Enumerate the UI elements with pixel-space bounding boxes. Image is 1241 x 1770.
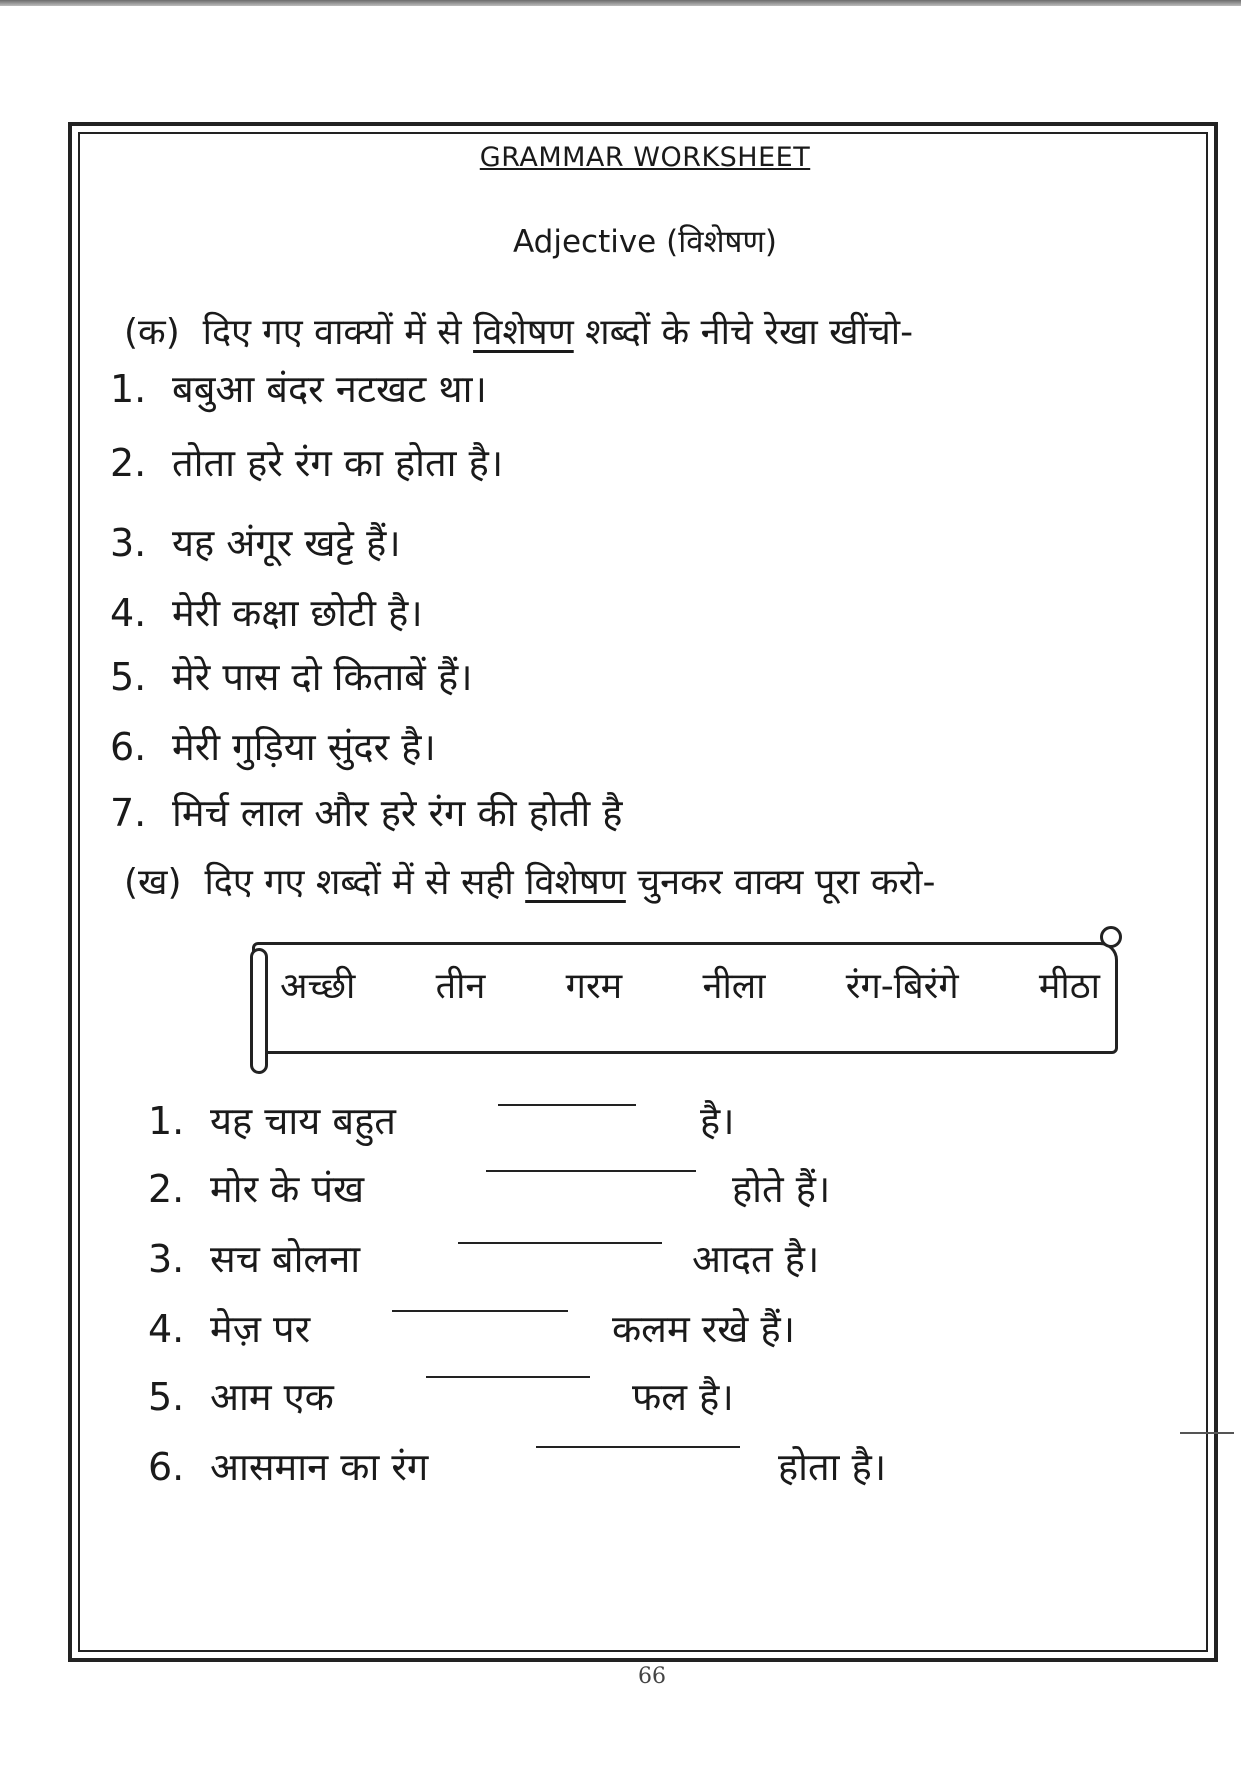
section-a-label: (क) xyxy=(124,312,180,353)
fill-text-after: होते हैं। xyxy=(732,1167,831,1211)
answer-blank[interactable] xyxy=(458,1238,662,1244)
fill-number: 2. xyxy=(148,1167,185,1211)
scroll-curl-right xyxy=(1100,926,1122,948)
sentence-number: 2. xyxy=(110,441,147,485)
worksheet-subtitle: Adjective (विशेषण) xyxy=(513,224,777,260)
section-b-label: (ख) xyxy=(124,862,182,903)
fill-text-before: आम एक xyxy=(210,1375,334,1419)
section-a-sentence xyxy=(110,650,473,702)
section-a-sentence xyxy=(110,436,503,488)
answer-blank[interactable] xyxy=(536,1442,740,1448)
fill-text-before: मोर के पंख xyxy=(210,1167,365,1211)
scroll-curl-left xyxy=(250,948,268,1074)
fill-sentence xyxy=(148,1094,396,1146)
sentence-text: मेरे पास दो किताबें हैं। xyxy=(172,655,473,699)
fill-text-after: कलम रखे हैं। xyxy=(612,1307,796,1351)
answer-blank[interactable] xyxy=(392,1306,568,1312)
sentence-number: 6. xyxy=(110,725,147,769)
fill-text-after: होता है। xyxy=(778,1445,887,1489)
fill-sentence xyxy=(148,1370,334,1422)
fill-sentence xyxy=(148,1302,310,1354)
fill-number: 5. xyxy=(148,1375,185,1419)
sentence-text: बबुआ बंदर नटखट था। xyxy=(172,367,487,411)
sentence-number: 3. xyxy=(110,521,147,565)
sentence-number: 4. xyxy=(110,591,147,635)
section-b-keyword: विशेषण xyxy=(525,862,626,903)
sentence-number: 5. xyxy=(110,655,147,699)
sentence-text: तोता हरे रंग का होता है। xyxy=(172,441,504,485)
sentence-text: मिर्च लाल और हरे रंग की होती है xyxy=(172,791,623,835)
fill-sentence xyxy=(148,1232,360,1284)
fill-text-after: आदत है। xyxy=(692,1237,820,1281)
section-a-keyword: विशेषण xyxy=(473,312,574,353)
section-b-instruction xyxy=(124,856,936,905)
fill-text-after: फल है। xyxy=(632,1375,734,1419)
fill-text-before: मेज़ पर xyxy=(210,1307,311,1351)
fill-number: 6. xyxy=(148,1445,185,1489)
answer-blank[interactable] xyxy=(486,1166,696,1172)
answer-blank[interactable] xyxy=(426,1372,590,1378)
word-bank-item: तीन xyxy=(435,966,486,1007)
section-b-instruction-end: चुनकर वाक्य पूरा करो- xyxy=(637,862,936,903)
fill-text-before: आसमान का रंग xyxy=(210,1445,429,1489)
word-bank-item: नीला xyxy=(702,966,766,1007)
fill-sentence xyxy=(148,1162,364,1214)
fill-text-after: है। xyxy=(700,1099,735,1143)
section-a-sentence xyxy=(110,516,401,568)
answer-blank[interactable] xyxy=(498,1100,636,1106)
fill-number: 3. xyxy=(148,1237,185,1281)
section-a-sentence xyxy=(110,362,487,414)
section-a-instruction-start: दिए गए वाक्यों में से xyxy=(202,312,462,353)
word-bank-item: रंग-बिरंगे xyxy=(845,966,959,1007)
word-bank-item: गरम xyxy=(565,966,623,1007)
fill-text-before: यह चाय बहुत xyxy=(210,1099,396,1143)
fill-number: 4. xyxy=(148,1307,185,1351)
section-a-sentence xyxy=(110,720,436,772)
sentence-number: 7. xyxy=(110,791,147,835)
page-number: 66 xyxy=(638,1664,666,1689)
word-bank xyxy=(280,960,1100,1009)
sentence-text: यह अंगूर खट्टे हैं। xyxy=(172,521,401,565)
section-a-sentence xyxy=(110,786,622,838)
section-a-sentence xyxy=(110,586,423,638)
fill-sentence xyxy=(148,1440,428,1492)
word-bank-item: मीठा xyxy=(1038,966,1100,1007)
fill-number: 1. xyxy=(148,1099,185,1143)
sentence-text: मेरी गुड़िया सुंदर है। xyxy=(172,725,436,769)
sentence-number: 1. xyxy=(110,367,147,411)
top-scan-edge xyxy=(0,0,1241,6)
section-a-instruction-end: शब्दों के नीचे रेखा खींचो- xyxy=(585,312,914,353)
section-a-instruction xyxy=(124,306,913,355)
scan-mark xyxy=(1180,1432,1234,1434)
section-b-instruction-start: दिए गए शब्दों में से सही xyxy=(204,862,514,903)
worksheet-title: GRAMMAR WORKSHEET xyxy=(479,142,811,173)
sentence-text: मेरी कक्षा छोटी है। xyxy=(172,591,423,635)
word-bank-item: अच्छी xyxy=(280,966,356,1007)
fill-text-before: सच बोलना xyxy=(210,1237,361,1281)
